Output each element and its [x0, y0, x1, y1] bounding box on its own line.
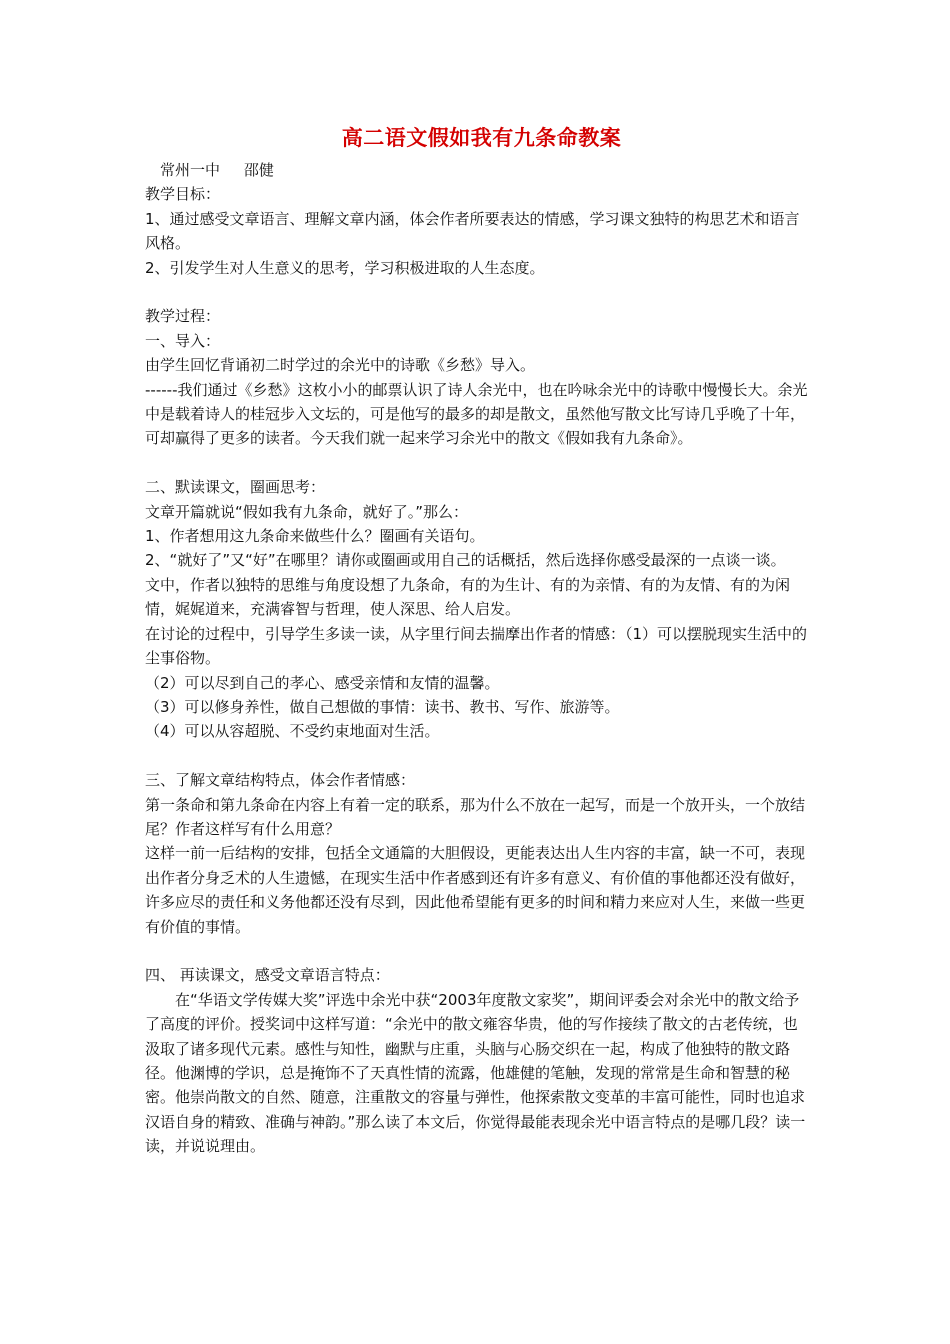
section-2-item-3: （3）可以修身养性，做自己想做的事情：读书、教书、写作、旅游等。: [145, 697, 620, 716]
goals-heading: 教学目标：: [145, 185, 221, 204]
section-2-item-4: （4）可以从容超脱、不受约束地面对生活。: [145, 722, 440, 741]
spacer: [145, 280, 810, 304]
section-2-paragraph-2: 文中，作者以独特的思维与角度设想了九条命，有的为生计、有的为亲情、有的为友情、有的为闲情，娓娓道来，充满睿智与哲理，使人深思、给人启发。: [145, 575, 791, 619]
section-2-paragraph-1: 文章开篇就说“假如我有九条命，就好了。”那么：: [145, 502, 469, 521]
section-2-question-1: 1、作者想用这九条命来做些什么？圈画有关语句。: [145, 527, 485, 546]
section-3-paragraph-2: 这样一前一后结构的安排，包括全文通篇的大胆假设，更能表达出人生内容的丰富，缺一不可，表现出作者分身乏术的人生遗憾，在现实生活中作者感到还有许多有意义、有价值的事他都还没有做好，许多应尽的责任和义务他都还没有尽到，因此他希望能有更多的时间和精力来应对人生，来做一些更有价值的事情。: [145, 844, 806, 936]
section-3-paragraph-1: 第一条命和第九条命在内容上有着一定的联系，那为什么不放在一起写，而是一个放开头，一个放结尾？作者这样写有什么用意？: [145, 795, 806, 838]
section-2-question-2: 2、“就好了”又“好”在哪里？请你或圈画或用自己的话概括，然后选择你感受最深的一点谈一谈。: [145, 551, 786, 570]
section-1-paragraph-2: ------我们通过《乡愁》这枚小小的邮票认识了诗人余光中，也在吟咏余光中的诗歌中慢慢长大。余光中是载着诗人的桂冠步入文坛的，可是他写的最多的却是散文，虽然他写散文比写诗几乎晚了十年，可却赢得了更多的读者。今天我们就一起来学习余光中的散文《假如我有九条命》。: [145, 380, 808, 448]
spacer: [145, 451, 810, 475]
document-page: [145, 118, 810, 1159]
section-2-item-2: （2）可以尽到自己的孝心、感受亲情和友情的温馨。: [145, 673, 500, 692]
section-1-paragraph-1: 由学生回忆背诵初二时学过的余光中的诗歌《乡愁》导入。: [145, 356, 536, 375]
document-title: 高二语文假如我有九条命教案: [341, 126, 622, 150]
spacer: [145, 939, 810, 963]
goal-item-2: 2、引发学生对人生意义的思考，学习积极进取的人生态度。: [145, 258, 545, 277]
section-4-paragraph-1: 在“华语文学传媒大奖”评选中余光中获“2003年度散文家奖”，期间评委会对余光中的散文给予了高度的评价。授奖词中这样写道：“余光中的散文雍容华贵，他的写作接续了散文的古老传统，也汲取了诸多现代元素。感性与知性，幽默与庄重，头脑与心肠交织在一起，构成了他独特的散文路径。他渊博的学识，总是掩饰不了天真性情的流露，他雄健的笔触，发现的常常是生命和智慧的秘密。他崇尚散文的自然、随意，注重散文的容量与弹性，他探索散文变革的丰富可能性，同时也追求汉语自身的精致、准确与神韵。”那么读了本文后，你觉得最能表现余光中语言特点的是哪几段？读一读，并说说理由。: [145, 990, 806, 1156]
section-4-heading: 四、 再读课文，感受文章语言特点：: [145, 966, 390, 985]
process-heading: 教学过程：: [145, 307, 221, 326]
section-1-heading: 一、导入：: [145, 331, 221, 350]
section-2-paragraph-3: 在讨论的过程中，引导学生多读一读，从字里行间去揣摩出作者的情感：（1）可以摆脱现实生活中的尘事俗物。: [145, 624, 808, 668]
section-2-heading: 二、默读课文，圈画思考：: [145, 478, 326, 497]
author-line: 常州一中 邵健: [160, 161, 274, 179]
section-3-heading: 三、了解文章结构特点，体会作者情感：: [145, 771, 416, 790]
goal-item-1: 1、通过感受文章语言、理解文章内涵，体会作者所要表达的情感，学习课文独特的构思艺术和语言风格。: [145, 209, 800, 253]
spacer: [145, 744, 810, 768]
